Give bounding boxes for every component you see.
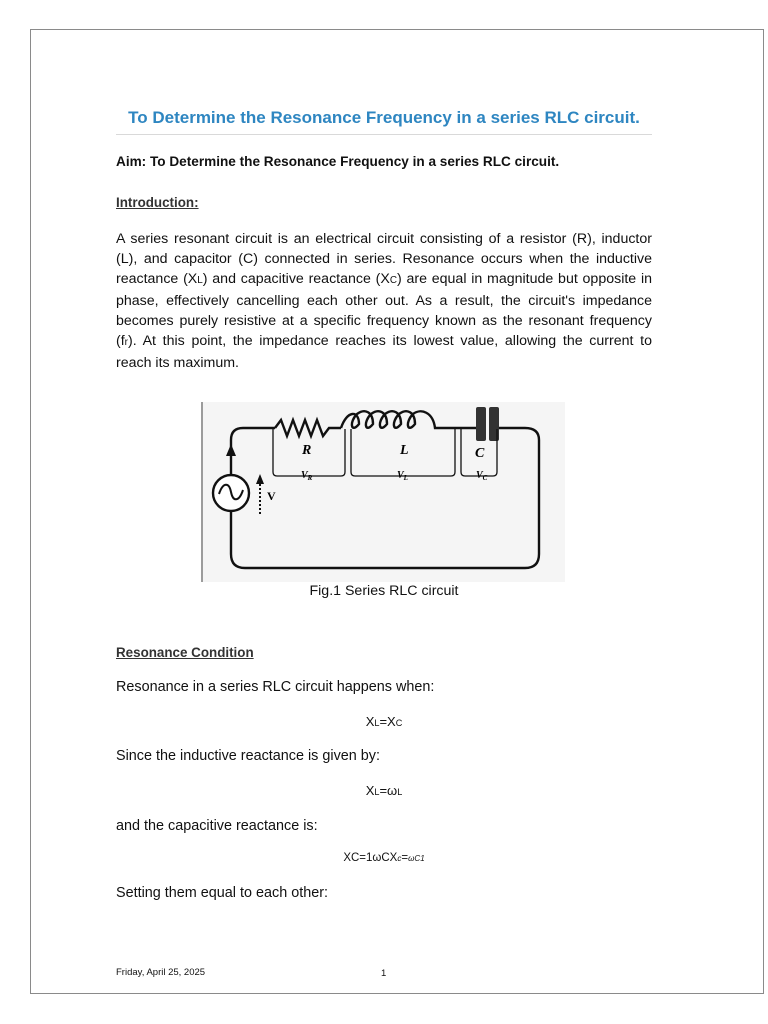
intro-text-part: ) and capacitive reactance (X: [202, 271, 390, 287]
figure-caption: Fig.1 Series RLC circuit: [309, 583, 459, 599]
inductive-line: Since the inductive reactance is given by:: [116, 748, 380, 764]
introduction-heading: Introduction:: [116, 195, 199, 210]
footer-page-number: 1: [381, 968, 387, 979]
subscript-L: L: [197, 275, 203, 286]
intro-text-part: A series resonant circuit is an electrical circuit consisting of a resistor (R), inductor (L), and capacitor (C) connected in series. Resonance occurs when the inductive reactance (X: [116, 231, 652, 287]
label-vr: $V_R$: [301, 470, 313, 482]
document-title: To Determine the Resonance Frequency in a series RLC circuit.: [116, 108, 652, 135]
label-source-v: V: [267, 489, 276, 503]
subscript-C: C: [389, 275, 397, 286]
intro-text-part: ) are equal in magnitude but opposite in phase, effectively cancelling each other out. As a result, the circuit's impedance becomes purely resistive at a specific frequency known as the resonant frequency (f: [116, 271, 652, 349]
resonance-line: Resonance in a series RLC circuit happens when:: [116, 679, 435, 695]
equation-inductive-reactance: XL=ωL: [365, 783, 403, 798]
resonance-heading: Resonance Condition: [116, 645, 254, 660]
label-r: R: [302, 443, 312, 458]
equation-xl-equals-xc: XL=XC: [365, 714, 403, 729]
equation-capacitive-reactance: XC=1ωCXc=ωC1: [343, 852, 425, 864]
setting-equal-line: Setting them equal to each other:: [116, 885, 329, 901]
label-vc: $V_C$: [476, 470, 488, 482]
label-vl: $V_L$: [397, 470, 408, 482]
introduction-paragraph: [116, 229, 652, 373]
footer-date: Friday, April 25, 2025: [116, 967, 206, 978]
label-l: L: [400, 443, 409, 458]
label-c: C: [475, 446, 485, 461]
aim-statement: Aim: To Determine the Resonance Frequency in a series RLC circuit.: [116, 154, 560, 169]
capacitive-line: and the capacitive reactance is:: [116, 818, 318, 834]
rlc-circuit-figure: [201, 402, 565, 582]
intro-text-part: ). At this point, the impedance reaches its lowest value, allowing the current to reach its maximum.: [116, 333, 652, 371]
subscript-r: r: [124, 337, 128, 348]
